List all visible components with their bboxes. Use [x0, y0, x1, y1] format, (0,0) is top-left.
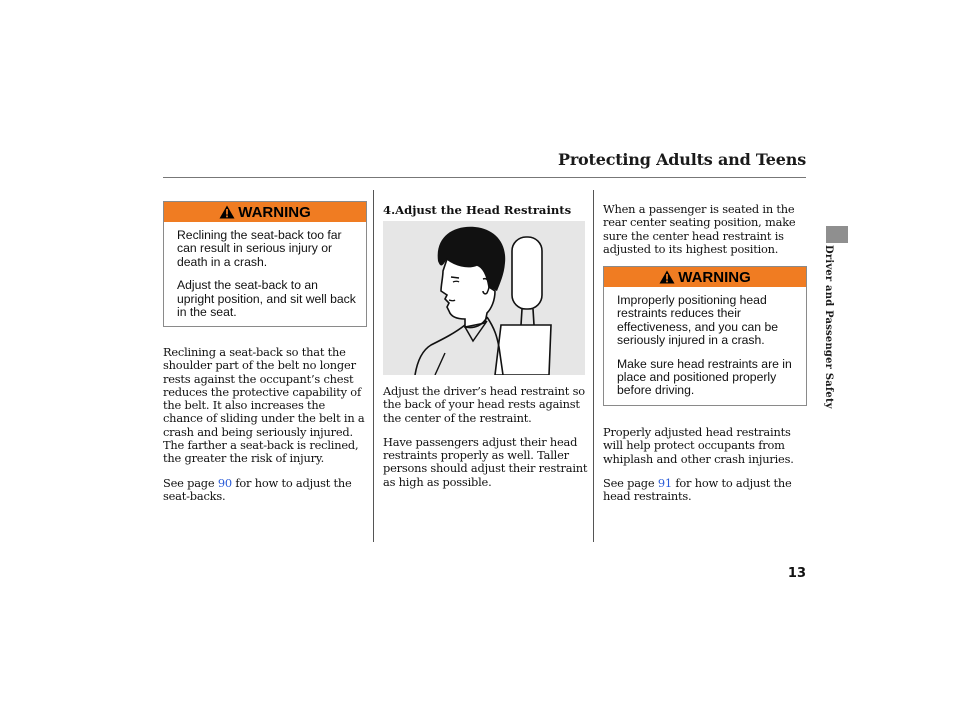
column-divider-right: [593, 190, 594, 542]
warning-triangle-icon: [659, 270, 675, 284]
warning-label: WARNING: [238, 203, 311, 221]
rear-center-paragraph: When a passenger is seated in the rear center seating position, make sure the center head restraint is adjusted to its highest position.: [603, 202, 796, 256]
warning-text: [604, 287, 806, 398]
page-number: 13: [787, 566, 806, 581]
head-restraint-warning-box: [603, 266, 807, 406]
seatback-paragraph: Reclining a seat-back so that the shoulder part of the belt no longer rests against the occupant’s chest reduces the protective capability of the belt. It also increases the chance of sliding under the belt in a crash and being seriously injured. The farther a seat-back is reclined, the greater the risk of injury.: [163, 345, 365, 466]
rear-center-text: [603, 203, 807, 267]
step-heading: 4.Adjust the Head Restraints: [383, 203, 572, 217]
head-restraint-paragraph: Adjust the driver’s head restraint so the back of your head rests against the center of the restraint.: [383, 384, 585, 425]
chapter-label: Driver and Passenger Safety: [823, 245, 834, 409]
chapter-tab-marker: [826, 226, 848, 243]
warning-paragraph: Improperly positioning head restraints reduces their effectiveness, and you can be seriously injured in a crash.: [617, 293, 779, 348]
page-link-90[interactable]: 90: [217, 475, 232, 490]
warning-paragraph: Make sure head restraints are in place and positioned properly before driving.: [617, 356, 792, 398]
warning-text: [164, 222, 366, 319]
warning-label: WARNING: [678, 268, 751, 286]
warning-triangle-icon: [219, 205, 235, 219]
warning-paragraph: Reclining the seat-back too far can result in serious injury or death in a crash.: [177, 228, 342, 269]
see-page-reference: See page 90 for how to adjust the seat-backs.: [163, 475, 352, 503]
seatback-warning-box: [163, 201, 367, 327]
warning-paragraph: Adjust the seat-back to an upright position, and sit well back in the seat.: [177, 278, 356, 320]
whiplash-body-text: [603, 426, 807, 514]
head-restraint-body-text: [383, 385, 589, 500]
see-page-reference: See page 91 for how to adjust the head restraints.: [603, 475, 792, 504]
title-divider: [163, 177, 806, 178]
section-title: Protecting Adults and Teens: [557, 150, 806, 169]
warning-header: [604, 267, 806, 287]
warning-header: [164, 202, 366, 222]
head-restraint-figure: [383, 221, 585, 375]
page-link-91[interactable]: 91: [657, 475, 672, 490]
column-divider-left: [373, 190, 374, 542]
head-restraint-paragraph: Have passengers adjust their head restraints properly as well. Taller persons should adjust their restraint as high as possible.: [383, 434, 588, 489]
whiplash-paragraph: Properly adjusted head restraints will help protect occupants from whiplash and other crash injuries.: [603, 425, 794, 466]
seatback-body-text: [163, 346, 368, 514]
head-restraint-illustration-icon: [383, 221, 585, 375]
